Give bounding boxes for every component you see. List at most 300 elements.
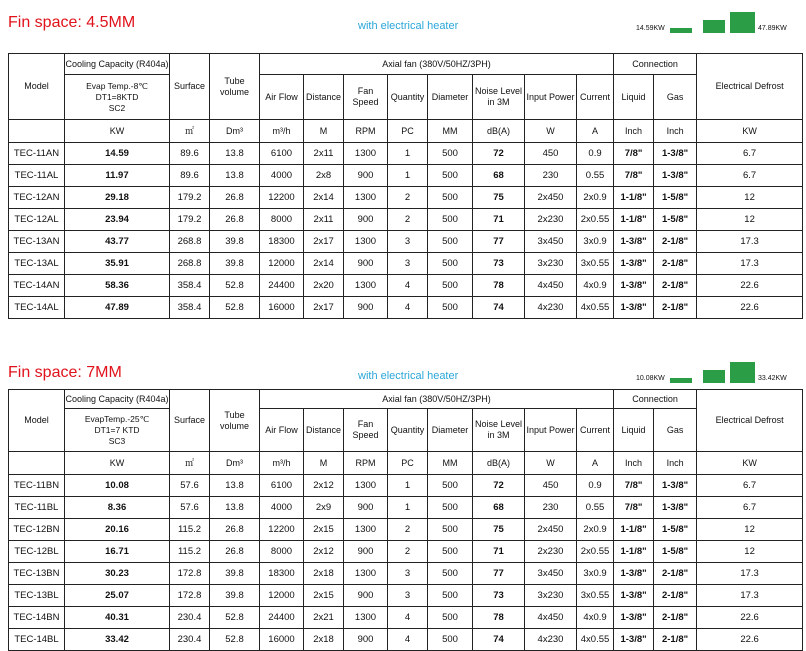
cell-cooling-capacity: 33.42 (65, 629, 170, 651)
cell-diameter: 500 (428, 629, 473, 651)
cell-fan-speed: 900 (344, 541, 388, 563)
cell-air-flow: 6100 (260, 143, 304, 165)
unit-surface: ㎡ (170, 120, 210, 143)
cell-noise-level: 78 (473, 275, 525, 297)
cell-input-power: 2x450 (525, 519, 577, 541)
header-noise-level: Noise Level in 3M (473, 75, 525, 120)
cell-distance: 2x12 (304, 541, 344, 563)
cell-current: 2x0.55 (577, 209, 614, 231)
table-row (9, 629, 803, 651)
unit-liquid: Inch (614, 120, 654, 143)
cell-gas: 2-1/8" (654, 563, 697, 585)
fin-space-title: Fin space: 4.5MM (8, 14, 136, 31)
header-quantity: Quantity (388, 409, 428, 452)
cell-tube-volume: 52.8 (210, 297, 260, 319)
cell-fan-speed: 900 (344, 253, 388, 275)
cell-electrical-defrost: 12 (697, 519, 803, 541)
evap-dt1: DT1=8KTD (95, 91, 139, 102)
unit-tube-volume: Dm³ (210, 452, 260, 475)
unit-gas: Inch (654, 120, 697, 143)
cell-quantity: 2 (388, 541, 428, 563)
cell-gas: 2-1/8" (654, 253, 697, 275)
cell-input-power: 4x450 (525, 607, 577, 629)
cell-tube-volume: 26.8 (210, 209, 260, 231)
cell-distance: 2x18 (304, 629, 344, 651)
cell-model: TEC-12AL (9, 209, 65, 231)
unit-noise-level: dB(A) (473, 452, 525, 475)
unit-input-power: W (525, 452, 577, 475)
cell-quantity: 3 (388, 231, 428, 253)
cell-noise-level: 78 (473, 607, 525, 629)
cell-air-flow: 4000 (260, 497, 304, 519)
legend-high-label: 47.89KW (758, 25, 787, 32)
cell-noise-level: 75 (473, 187, 525, 209)
evap-sc: SC2 (108, 102, 126, 113)
cell-air-flow: 12200 (260, 187, 304, 209)
header-air-flow: Air Flow (260, 75, 304, 120)
cell-diameter: 500 (428, 519, 473, 541)
table-row (9, 165, 803, 187)
spec-table (8, 389, 803, 651)
legend-bar-small (670, 378, 692, 383)
cell-current: 0.9 (577, 475, 614, 497)
cell-gas: 2-1/8" (654, 629, 697, 651)
cell-fan-speed: 1300 (344, 607, 388, 629)
cell-electrical-defrost: 17.3 (697, 231, 803, 253)
table-row (9, 475, 803, 497)
cell-liquid: 7/8" (614, 475, 654, 497)
header-input-power: Input Power (525, 409, 577, 452)
cell-diameter: 500 (428, 143, 473, 165)
cell-distance: 2x14 (304, 187, 344, 209)
unit-tube-volume: Dm³ (210, 120, 260, 143)
unit-liquid: Inch (614, 452, 654, 475)
cell-surface: 57.6 (170, 497, 210, 519)
cell-electrical-defrost: 6.7 (697, 165, 803, 187)
cell-model: TEC-12BN (9, 519, 65, 541)
cell-input-power: 4x230 (525, 297, 577, 319)
evap-temp: Evap Temp.-8℃ (86, 80, 148, 91)
cell-cooling-capacity: 8.36 (65, 497, 170, 519)
cell-diameter: 500 (428, 187, 473, 209)
unit-surface: ㎡ (170, 452, 210, 475)
cell-noise-level: 77 (473, 231, 525, 253)
header-electrical-defrost: Electrical Defrost (697, 390, 803, 452)
table-row (9, 497, 803, 519)
table-row (9, 541, 803, 563)
table-row (9, 585, 803, 607)
cell-quantity: 4 (388, 297, 428, 319)
unit-gas: Inch (654, 452, 697, 475)
cell-input-power: 2x230 (525, 541, 577, 563)
cell-cooling-capacity: 43.77 (65, 231, 170, 253)
heater-note: with electrical heater (358, 370, 459, 382)
cell-current: 0.55 (577, 165, 614, 187)
evap-sc: SC3 (108, 435, 126, 446)
cell-air-flow: 12000 (260, 585, 304, 607)
header-axial-fan: Axial fan (380V/50HZ/3PH) (260, 54, 614, 75)
cell-quantity: 2 (388, 187, 428, 209)
cell-quantity: 4 (388, 629, 428, 651)
cell-diameter: 500 (428, 475, 473, 497)
cell-model: TEC-11AN (9, 143, 65, 165)
header-evap-conditions (65, 75, 170, 120)
cell-cooling-capacity: 25.07 (65, 585, 170, 607)
unit-quantity: PC (388, 452, 428, 475)
cell-fan-speed: 1300 (344, 275, 388, 297)
header-gas: Gas (654, 409, 697, 452)
cell-liquid: 1-3/8" (614, 585, 654, 607)
cell-tube-volume: 26.8 (210, 519, 260, 541)
cell-cooling-capacity: 14.59 (65, 143, 170, 165)
cell-liquid: 1-3/8" (614, 629, 654, 651)
cell-distance: 2x8 (304, 165, 344, 187)
cell-electrical-defrost: 6.7 (697, 475, 803, 497)
cell-electrical-defrost: 17.3 (697, 253, 803, 275)
cell-quantity: 2 (388, 519, 428, 541)
cell-input-power: 4x450 (525, 275, 577, 297)
cell-air-flow: 12000 (260, 253, 304, 275)
cell-liquid: 1-3/8" (614, 297, 654, 319)
cell-current: 0.9 (577, 143, 614, 165)
cell-electrical-defrost: 17.3 (697, 563, 803, 585)
cell-cooling-capacity: 23.94 (65, 209, 170, 231)
cell-surface: 179.2 (170, 209, 210, 231)
cell-model: TEC-13BL (9, 585, 65, 607)
cell-electrical-defrost: 12 (697, 209, 803, 231)
cell-liquid: 1-3/8" (614, 231, 654, 253)
cell-input-power: 2x450 (525, 187, 577, 209)
cell-liquid: 7/8" (614, 143, 654, 165)
cell-input-power: 230 (525, 165, 577, 187)
unit-diameter: MM (428, 452, 473, 475)
cell-diameter: 500 (428, 231, 473, 253)
cell-current: 4x0.55 (577, 297, 614, 319)
cell-model: TEC-14AL (9, 297, 65, 319)
header-current: Current (577, 409, 614, 452)
cell-surface: 115.2 (170, 519, 210, 541)
cell-diameter: 500 (428, 209, 473, 231)
cell-tube-volume: 39.8 (210, 585, 260, 607)
cell-cooling-capacity: 29.18 (65, 187, 170, 209)
header-input-power: Input Power (525, 75, 577, 120)
header-diameter: Diameter (428, 75, 473, 120)
cell-fan-speed: 900 (344, 165, 388, 187)
cell-diameter: 500 (428, 497, 473, 519)
cell-surface: 172.8 (170, 585, 210, 607)
header-axial-fan: Axial fan (380V/50HZ/3PH) (260, 390, 614, 409)
cell-cooling-capacity: 35.91 (65, 253, 170, 275)
cell-tube-volume: 26.8 (210, 187, 260, 209)
cell-tube-volume: 13.8 (210, 143, 260, 165)
cell-surface: 57.6 (170, 475, 210, 497)
evap-dt1: DT1=7 KTD (94, 424, 140, 435)
cell-distance: 2x20 (304, 275, 344, 297)
header-air-flow: Air Flow (260, 409, 304, 452)
cell-liquid: 1-3/8" (614, 607, 654, 629)
header-surface: Surface (170, 390, 210, 452)
cell-electrical-defrost: 12 (697, 541, 803, 563)
cell-noise-level: 68 (473, 497, 525, 519)
header-fan-speed: Fan Speed (344, 409, 388, 452)
unit-current: A (577, 120, 614, 143)
cell-cooling-capacity: 30.23 (65, 563, 170, 585)
cell-fan-speed: 900 (344, 585, 388, 607)
cell-air-flow: 8000 (260, 209, 304, 231)
unit-diameter: MM (428, 120, 473, 143)
cell-input-power: 3x450 (525, 231, 577, 253)
legend-bar-large (730, 12, 755, 33)
header-distance: Distance (304, 75, 344, 120)
cell-diameter: 500 (428, 253, 473, 275)
cell-model: TEC-12BL (9, 541, 65, 563)
cell-quantity: 3 (388, 585, 428, 607)
cell-gas: 1-5/8" (654, 541, 697, 563)
header-cooling-capacity: Cooling Capacity (R404a) (65, 390, 170, 409)
cell-quantity: 4 (388, 607, 428, 629)
cell-liquid: 7/8" (614, 165, 654, 187)
unit-cooling-capacity: KW (65, 452, 170, 475)
cell-input-power: 450 (525, 475, 577, 497)
header-model: Model (9, 390, 65, 452)
header-quantity: Quantity (388, 75, 428, 120)
cell-current: 4x0.9 (577, 607, 614, 629)
cell-noise-level: 71 (473, 209, 525, 231)
cell-air-flow: 4000 (260, 165, 304, 187)
cell-distance: 2x11 (304, 209, 344, 231)
header-tube-volume: Tube volume (210, 390, 260, 452)
cell-noise-level: 72 (473, 475, 525, 497)
cell-tube-volume: 13.8 (210, 497, 260, 519)
cell-fan-speed: 900 (344, 497, 388, 519)
cell-noise-level: 72 (473, 143, 525, 165)
cell-distance: 2x17 (304, 297, 344, 319)
table-row (9, 143, 803, 165)
cell-tube-volume: 26.8 (210, 541, 260, 563)
table-row (9, 209, 803, 231)
cell-model: TEC-12AN (9, 187, 65, 209)
unit-cooling-capacity: KW (65, 120, 170, 143)
cell-current: 3x0.55 (577, 585, 614, 607)
cell-tube-volume: 39.8 (210, 563, 260, 585)
cell-electrical-defrost: 17.3 (697, 585, 803, 607)
cell-liquid: 1-1/8" (614, 541, 654, 563)
unit-distance: M (304, 120, 344, 143)
header-gas: Gas (654, 75, 697, 120)
cell-input-power: 4x230 (525, 629, 577, 651)
cell-cooling-capacity: 10.08 (65, 475, 170, 497)
cell-current: 4x0.9 (577, 275, 614, 297)
legend-bar-medium (703, 20, 725, 33)
table-row (9, 253, 803, 275)
legend-low-label: 10.08KW (636, 375, 665, 382)
header-liquid: Liquid (614, 409, 654, 452)
table-row (9, 297, 803, 319)
units-row (9, 452, 803, 475)
unit-fan-speed: RPM (344, 452, 388, 475)
cell-electrical-defrost: 6.7 (697, 143, 803, 165)
table-row (9, 607, 803, 629)
unit-fan-speed: RPM (344, 120, 388, 143)
cell-model: TEC-11BN (9, 475, 65, 497)
fin-space-title: Fin space: 7MM (8, 364, 122, 381)
cell-cooling-capacity: 47.89 (65, 297, 170, 319)
cell-current: 0.55 (577, 497, 614, 519)
legend-bar-small (670, 28, 692, 33)
cell-gas: 1-3/8" (654, 475, 697, 497)
cell-electrical-defrost: 22.6 (697, 629, 803, 651)
cell-input-power: 2x230 (525, 209, 577, 231)
cell-model: TEC-11AL (9, 165, 65, 187)
cell-current: 2x0.55 (577, 541, 614, 563)
cell-tube-volume: 39.8 (210, 231, 260, 253)
cell-surface: 358.4 (170, 275, 210, 297)
capacity-legend (632, 8, 804, 38)
cell-fan-speed: 900 (344, 297, 388, 319)
cell-air-flow: 16000 (260, 629, 304, 651)
cell-distance: 2x21 (304, 607, 344, 629)
spec-table (8, 53, 803, 319)
cell-model: TEC-13AN (9, 231, 65, 253)
unit-quantity: PC (388, 120, 428, 143)
legend-low-label: 14.59KW (636, 25, 665, 32)
cell-air-flow: 6100 (260, 475, 304, 497)
unit-input-power: W (525, 120, 577, 143)
unit-electrical-defrost: KW (697, 120, 803, 143)
capacity-legend (632, 358, 804, 388)
cell-input-power: 230 (525, 497, 577, 519)
cell-noise-level: 77 (473, 563, 525, 585)
cell-cooling-capacity: 11.97 (65, 165, 170, 187)
cell-fan-speed: 1300 (344, 563, 388, 585)
cell-air-flow: 8000 (260, 541, 304, 563)
cell-tube-volume: 13.8 (210, 165, 260, 187)
cell-cooling-capacity: 16.71 (65, 541, 170, 563)
header-cooling-capacity: Cooling Capacity (R404a) (65, 54, 170, 75)
cell-air-flow: 12200 (260, 519, 304, 541)
cell-diameter: 500 (428, 165, 473, 187)
cell-cooling-capacity: 58.36 (65, 275, 170, 297)
cell-quantity: 3 (388, 563, 428, 585)
unit-current: A (577, 452, 614, 475)
cell-surface: 172.8 (170, 563, 210, 585)
cell-distance: 2x15 (304, 585, 344, 607)
cell-current: 3x0.9 (577, 563, 614, 585)
cell-diameter: 500 (428, 275, 473, 297)
cell-surface: 358.4 (170, 297, 210, 319)
cell-input-power: 3x230 (525, 253, 577, 275)
unit-air-flow: m³/h (260, 452, 304, 475)
unit-distance: M (304, 452, 344, 475)
cell-distance: 2x12 (304, 475, 344, 497)
cell-air-flow: 18300 (260, 563, 304, 585)
header-model: Model (9, 54, 65, 120)
table-row (9, 275, 803, 297)
cell-gas: 2-1/8" (654, 585, 697, 607)
cell-surface: 115.2 (170, 541, 210, 563)
table-row (9, 563, 803, 585)
cell-gas: 2-1/8" (654, 275, 697, 297)
cell-diameter: 500 (428, 541, 473, 563)
cell-liquid: 1-1/8" (614, 519, 654, 541)
cell-noise-level: 74 (473, 629, 525, 651)
header-connection: Connection (614, 54, 697, 75)
cell-fan-speed: 1300 (344, 231, 388, 253)
header-tube-volume: Tube volume (210, 54, 260, 120)
cell-model: TEC-13AL (9, 253, 65, 275)
units-row (9, 120, 803, 143)
cell-distance: 2x17 (304, 231, 344, 253)
cell-distance: 2x15 (304, 519, 344, 541)
cell-gas: 1-3/8" (654, 165, 697, 187)
cell-liquid: 1-1/8" (614, 209, 654, 231)
cell-input-power: 450 (525, 143, 577, 165)
cell-cooling-capacity: 40.31 (65, 607, 170, 629)
cell-noise-level: 73 (473, 253, 525, 275)
cell-fan-speed: 1300 (344, 519, 388, 541)
cell-liquid: 7/8" (614, 497, 654, 519)
cell-gas: 2-1/8" (654, 231, 697, 253)
cell-surface: 230.4 (170, 629, 210, 651)
cell-diameter: 500 (428, 607, 473, 629)
cell-air-flow: 18300 (260, 231, 304, 253)
cell-noise-level: 71 (473, 541, 525, 563)
cell-surface: 230.4 (170, 607, 210, 629)
cell-quantity: 1 (388, 165, 428, 187)
cell-cooling-capacity: 20.16 (65, 519, 170, 541)
cell-input-power: 3x450 (525, 563, 577, 585)
table-row (9, 519, 803, 541)
table-row (9, 187, 803, 209)
cell-quantity: 1 (388, 475, 428, 497)
cell-air-flow: 24400 (260, 275, 304, 297)
cell-electrical-defrost: 22.6 (697, 275, 803, 297)
cell-surface: 89.6 (170, 143, 210, 165)
cell-tube-volume: 52.8 (210, 275, 260, 297)
cell-distance: 2x9 (304, 497, 344, 519)
cell-gas: 1-3/8" (654, 497, 697, 519)
unit-electrical-defrost: KW (697, 452, 803, 475)
cell-noise-level: 73 (473, 585, 525, 607)
cell-air-flow: 16000 (260, 297, 304, 319)
cell-liquid: 1-3/8" (614, 563, 654, 585)
cell-fan-speed: 900 (344, 209, 388, 231)
unit-cell-model (9, 452, 65, 475)
cell-diameter: 500 (428, 563, 473, 585)
cell-gas: 2-1/8" (654, 607, 697, 629)
cell-surface: 89.6 (170, 165, 210, 187)
header-current: Current (577, 75, 614, 120)
cell-model: TEC-14BN (9, 607, 65, 629)
cell-tube-volume: 13.8 (210, 475, 260, 497)
cell-gas: 2-1/8" (654, 297, 697, 319)
cell-air-flow: 24400 (260, 607, 304, 629)
header-surface: Surface (170, 54, 210, 120)
cell-current: 3x0.55 (577, 253, 614, 275)
table-row (9, 231, 803, 253)
cell-fan-speed: 900 (344, 629, 388, 651)
cell-noise-level: 68 (473, 165, 525, 187)
cell-liquid: 1-3/8" (614, 253, 654, 275)
cell-tube-volume: 52.8 (210, 629, 260, 651)
cell-model: TEC-11BL (9, 497, 65, 519)
legend-bar-medium (703, 370, 725, 383)
cell-gas: 1-3/8" (654, 143, 697, 165)
cell-gas: 1-5/8" (654, 519, 697, 541)
cell-model: TEC-14BL (9, 629, 65, 651)
cell-liquid: 1-3/8" (614, 275, 654, 297)
evap-temp: EvapTemp.-25℃ (84, 413, 150, 424)
